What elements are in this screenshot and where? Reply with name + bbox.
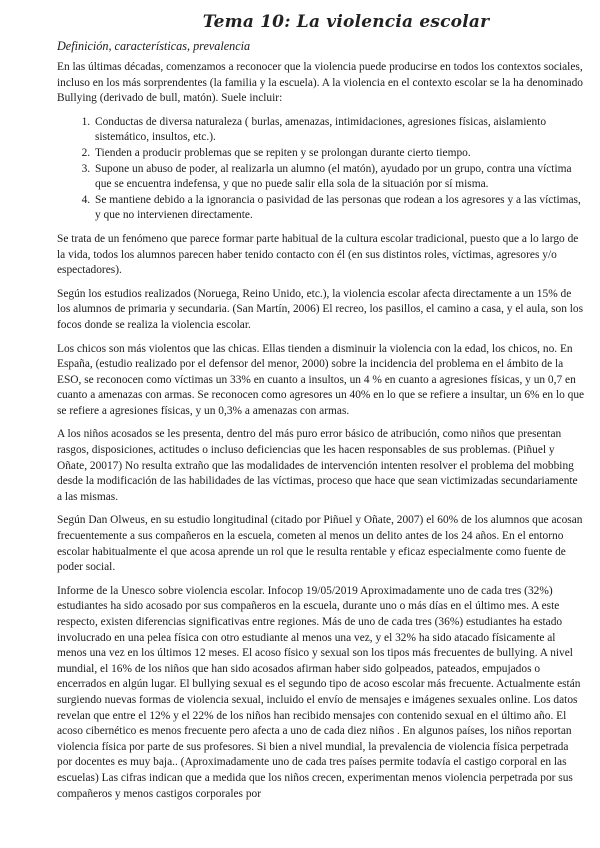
- list-item: 3. Supone un abuso de poder, al realizarla un alumno (el matón), ayudado por un grupo, contra una víctima que se encuentra indefensa, y que no puede salir ella sola de la situación por sí misma.: [93, 162, 585, 193]
- bullying-characteristics-list: [57, 115, 585, 224]
- paragraph-unesco-report: Informe de la Unesco sobre violencia escolar. Infocop 19/05/2019 Aproximadamente uno de cada tres (32%) estudiantes ha sido acosado por sus compañeros en la escuela, durante uno o más días en el último mes. A este respecto, existen diferencias significativas entre regiones. Más de uno de cada tres (36%) estudiantes ha estado involucrado en una pelea física con otro estudiante al menos una vez, y el 32% ha sido atacado físicamente al menos una vez en los últimos 12 meses. El acoso físico y sexual son los tipos más frecuentes de bullying. A nivel mundial, el 16% de los niños que han sido acosados afirman haber sido golpeados, pateados, empujados o encerrados en algún lugar. El bullying sexual es el segundo tipo de acoso escolar más frecuente. Actualmente están surgiendo nuevas formas de violencia sexual, incluido el envío de mensajes e imágenes sexuales online. Los datos revelan que entre el 12% y el 22% de los niños han recibido mensajes con contenido sexual en el último año. El acoso cibernético es menos frecuente pero afecta a uno de cada diez niños . En algunos países, los niños reportan violencia física por parte de sus profesores. Si bien a nivel mundial, la prevalencia de violencia física perpetrada por docentes es muy baja.. (Aproximadamente uno de cada tres países permite todavía el castigo corporal en las escuelas) Las cifras indican que a medida que los niños crecen, experimentan menos violencia perpetrada por sus compañeros y menos castigos corporales por: [57, 584, 581, 800]
- paragraph-school-culture: Se trata de un fenómeno que parece formar parte habitual de la cultura escolar tradicional, puesto que a lo largo de la vida, todos los alumnos parecen haber tenido contacto con él (en sus distintos roles, víctimas, agresores y/o espectadores).: [57, 232, 579, 277]
- list-item: 2. Tienden a producir problemas que se repiten y se prolongan durante cierto tiempo.: [93, 146, 585, 162]
- paragraph-attribution-error: A los niños acosados se les presenta, dentro del más puro error básico de atribución, como niños que presentan rasgos, disposiciones, actitudes o incluso deficiencias que les hacen responsables de sus problemas. (Piñuel y Oñate, 20017) No resulta extraño que las modalidades de intervención intenten resolver el problema del mobbing desde la modificación de las habilidades de las víctimas, proceso que hace que sean victimizadas secundariamente a las mismas.: [57, 428, 578, 503]
- paragraph-studies: Según los estudios realizados (Noruega, Reino Unido, etc.), la violencia escolar afecta directamente a un 15% de los alumnos de primaria y secundaria. (San Martín, 2006) El recreo, los pasillos, el camino a casa, y el aula, son los focos donde se realiza la violencia escolar.: [57, 287, 584, 331]
- paragraph-gender-differences: Los chicos son más violentos que las chicas. Ellas tienden a disminuir la violencia con la edad, los chicos, no. En España, (estudio realizado por el defensor del menor, 2000) sobre la incidencia del problema en el ámbito de la ESO, se reconocen como víctimas un 33% en cuanto a insultos, un 4 % en cuanto a agresiones físicas, y un 0,7 en cuanto a amenazas con armas. Se reconocen como agresores un 40% en lo que se refiere a insultar, un 6% en lo que se refiere a agresiones físicas, y un 0,3% a amenazas con armas.: [57, 342, 585, 417]
- document-title: Tema 10: La violencia escolar: [202, 12, 490, 32]
- paragraph-olweus: Según Dan Olweus, en su estudio longitudinal (citado por Piñuel y Oñate, 2007) el 60% de los alumnos que acosan frecuentemente a sus compañeros en la escuela, cometen al menos un delito antes de los 24 años. En el entorno escolar habitualmente el que acosa aprende un rol que le resulta rentable y eficaz especialmente como fuente de poder social.: [57, 514, 583, 574]
- paragraph-intro: En las últimas décadas, comenzamos a reconocer que la violencia puede producirse en todos los contextos sociales, incluso en los más sorprendentes (la familia y la escuela). A la violencia en el contexto escolar se la ha denominado Bullying (derivado de bull, matón). Suele incluir:: [57, 61, 584, 105]
- list-item: 1. Conductas de diversa naturaleza ( burlas, amenazas, intimidaciones, agresiones físicas, aislamiento sistemático, insultos, etc.).: [93, 115, 585, 146]
- section-heading: Definición, características, prevalencia: [57, 39, 251, 53]
- list-item: 4. Se mantiene debido a la ignorancia o pasividad de las personas que rodean a los agresores y a las víctimas, y que no intervienen directamente.: [93, 193, 585, 224]
